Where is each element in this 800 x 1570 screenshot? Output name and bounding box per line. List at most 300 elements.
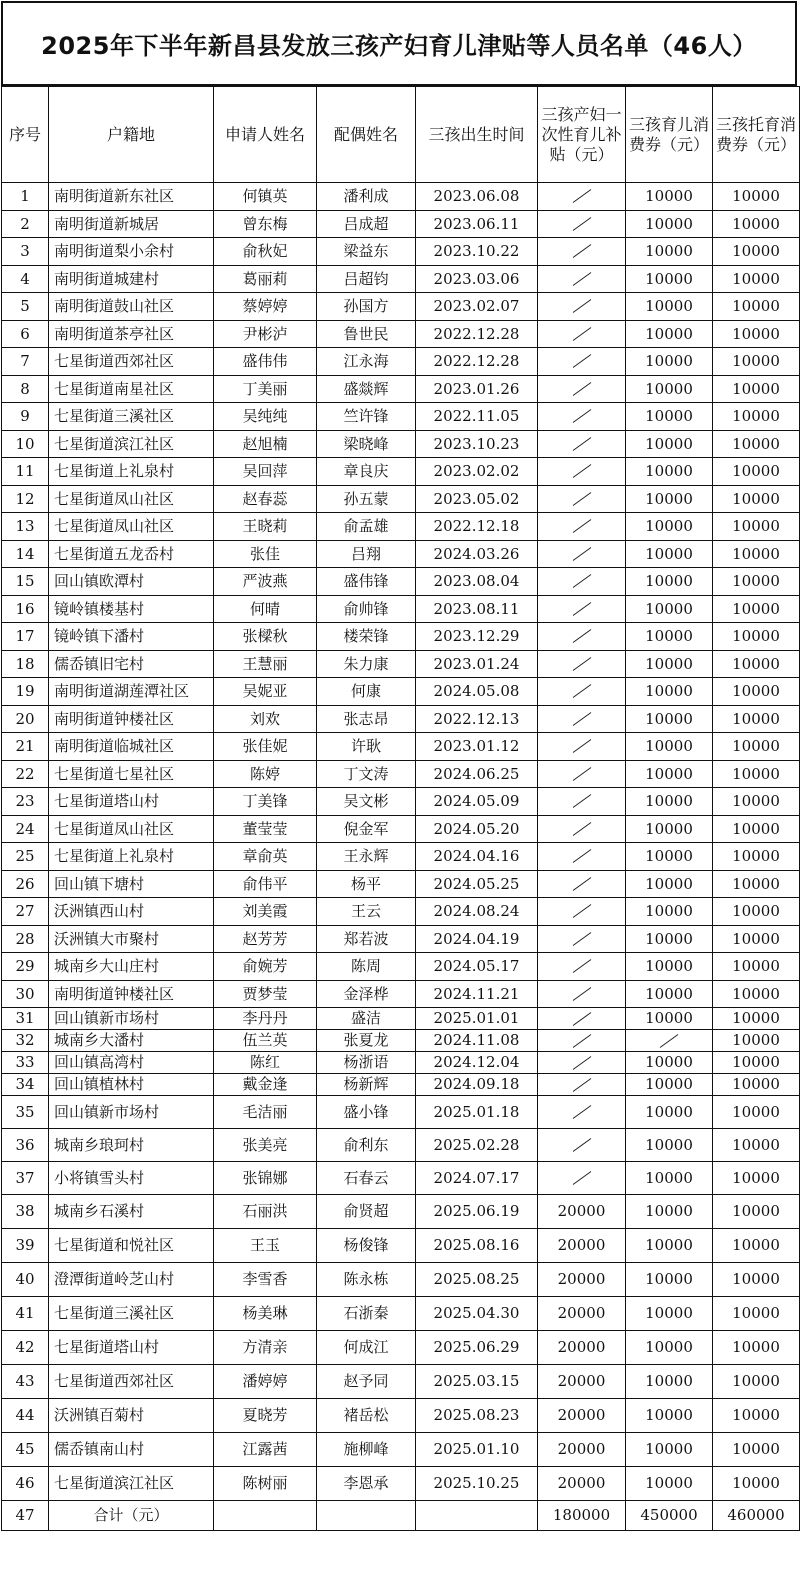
row-birth-date: 2025.06.29 xyxy=(416,1331,538,1365)
row-spouse: 王云 xyxy=(317,898,416,926)
row-spouse: 赵予同 xyxy=(317,1365,416,1399)
table-row xyxy=(2,1052,800,1074)
row-birth-date: 2025.08.23 xyxy=(416,1399,538,1433)
row-one-time-subsidy-slash-mark xyxy=(538,513,626,541)
total-subsidy: 180000 xyxy=(538,1501,626,1531)
table-row xyxy=(2,183,800,211)
row-one-time-subsidy-slash-mark xyxy=(538,815,626,843)
row-seq: 37 xyxy=(2,1162,49,1195)
row-parenting-voucher: 10000 xyxy=(626,1129,713,1162)
row-spouse: 俞孟雄 xyxy=(317,513,416,541)
row-seq: 4 xyxy=(2,265,49,293)
row-hukou: 回山镇新市场村 xyxy=(49,1096,214,1129)
table-row xyxy=(2,348,800,376)
row-parenting-voucher: 10000 xyxy=(626,375,713,403)
row-parenting-voucher: 10000 xyxy=(626,925,713,953)
table-row xyxy=(2,650,800,678)
row-childcare-voucher: 10000 xyxy=(713,705,800,733)
row-spouse: 盛燚辉 xyxy=(317,375,416,403)
row-applicant: 伍兰英 xyxy=(214,1030,317,1052)
row-spouse: 鲁世民 xyxy=(317,320,416,348)
row-spouse: 盛小锋 xyxy=(317,1096,416,1129)
table-row xyxy=(2,1096,800,1129)
table-row xyxy=(2,953,800,981)
row-childcare-voucher: 10000 xyxy=(713,1229,800,1263)
table-row xyxy=(2,1263,800,1297)
row-spouse: 杨俊锋 xyxy=(317,1229,416,1263)
row-spouse: 石浙秦 xyxy=(317,1297,416,1331)
table-row xyxy=(2,1433,800,1467)
row-hukou: 回山镇下塘村 xyxy=(49,870,214,898)
row-seq: 43 xyxy=(2,1365,49,1399)
row-parenting-voucher: 10000 xyxy=(626,1399,713,1433)
row-birth-date: 2024.06.25 xyxy=(416,760,538,788)
row-parenting-voucher: 10000 xyxy=(626,898,713,926)
row-spouse: 陈永栋 xyxy=(317,1263,416,1297)
row-childcare-voucher: 10000 xyxy=(713,1162,800,1195)
row-one-time-subsidy-slash-mark xyxy=(538,1052,626,1074)
table-row xyxy=(2,925,800,953)
row-seq: 40 xyxy=(2,1263,49,1297)
total-seq: 47 xyxy=(2,1501,49,1531)
row-birth-date: 2023.06.11 xyxy=(416,210,538,238)
row-seq: 8 xyxy=(2,375,49,403)
row-childcare-voucher: 10000 xyxy=(713,210,800,238)
row-one-time-subsidy-slash-mark xyxy=(538,210,626,238)
table-row xyxy=(2,238,800,266)
table-row xyxy=(2,1297,800,1331)
table-row xyxy=(2,568,800,596)
total-label: 合计（元） xyxy=(49,1501,214,1531)
row-childcare-voucher: 10000 xyxy=(713,183,800,211)
row-applicant: 盛伟伟 xyxy=(214,348,317,376)
row-parenting-voucher: 10000 xyxy=(626,623,713,651)
row-hukou: 七星街道西郊社区 xyxy=(49,1365,214,1399)
row-parenting-voucher: 10000 xyxy=(626,1297,713,1331)
row-hukou: 回山镇高湾村 xyxy=(49,1052,214,1074)
row-parenting-voucher: 10000 xyxy=(626,650,713,678)
row-seq: 44 xyxy=(2,1399,49,1433)
row-one-time-subsidy-slash-mark xyxy=(538,595,626,623)
row-parenting-voucher: 10000 xyxy=(626,320,713,348)
row-spouse: 孙五蒙 xyxy=(317,485,416,513)
row-seq: 41 xyxy=(2,1297,49,1331)
row-birth-date: 2023.01.12 xyxy=(416,733,538,761)
table-row xyxy=(2,320,800,348)
total-childcare: 460000 xyxy=(713,1501,800,1531)
row-seq: 42 xyxy=(2,1331,49,1365)
row-spouse: 潘利成 xyxy=(317,183,416,211)
row-birth-date: 2023.08.04 xyxy=(416,568,538,596)
row-hukou: 回山镇植林村 xyxy=(49,1074,214,1096)
row-applicant: 刘美霞 xyxy=(214,898,317,926)
table-row xyxy=(2,403,800,431)
row-parenting-voucher: 10000 xyxy=(626,485,713,513)
row-birth-date: 2023.02.02 xyxy=(416,458,538,486)
row-one-time-subsidy-slash-mark xyxy=(538,788,626,816)
row-childcare-voucher: 10000 xyxy=(713,1263,800,1297)
table-row xyxy=(2,540,800,568)
row-childcare-voucher: 10000 xyxy=(713,1096,800,1129)
row-applicant: 夏晓芳 xyxy=(214,1399,317,1433)
row-birth-date: 2024.05.25 xyxy=(416,870,538,898)
recipient-table xyxy=(1,86,800,1531)
row-hukou: 七星街道五龙岙村 xyxy=(49,540,214,568)
row-seq: 32 xyxy=(2,1030,49,1052)
row-birth-date: 2023.12.29 xyxy=(416,623,538,651)
row-spouse: 俞利东 xyxy=(317,1129,416,1162)
total-parenting: 450000 xyxy=(626,1501,713,1531)
row-parenting-voucher: 10000 xyxy=(626,238,713,266)
row-hukou: 澄潭街道岭芝山村 xyxy=(49,1263,214,1297)
row-seq: 23 xyxy=(2,788,49,816)
table-row xyxy=(2,788,800,816)
row-spouse: 梁益东 xyxy=(317,238,416,266)
row-parenting-voucher: 10000 xyxy=(626,430,713,458)
row-birth-date: 2024.12.04 xyxy=(416,1052,538,1074)
row-one-time-subsidy-slash-mark xyxy=(538,733,626,761)
row-parenting-voucher: 10000 xyxy=(626,1052,713,1074)
row-seq: 2 xyxy=(2,210,49,238)
row-hukou: 沃洲镇西山村 xyxy=(49,898,214,926)
row-one-time-subsidy-slash-mark xyxy=(538,430,626,458)
row-childcare-voucher: 10000 xyxy=(713,760,800,788)
row-applicant: 张锦娜 xyxy=(214,1162,317,1195)
row-parenting-voucher: 10000 xyxy=(626,568,713,596)
row-parenting-voucher: 10000 xyxy=(626,1263,713,1297)
table-row xyxy=(2,265,800,293)
row-spouse: 竺许锋 xyxy=(317,403,416,431)
row-one-time-subsidy: 20000 xyxy=(538,1433,626,1467)
row-one-time-subsidy-slash-mark xyxy=(538,320,626,348)
row-spouse: 丁文涛 xyxy=(317,760,416,788)
row-birth-date: 2025.04.30 xyxy=(416,1297,538,1331)
header-spouse: 配偶姓名 xyxy=(317,87,416,183)
row-parenting-voucher: 10000 xyxy=(626,458,713,486)
row-birth-date: 2024.05.20 xyxy=(416,815,538,843)
row-seq: 15 xyxy=(2,568,49,596)
row-hukou: 南明街道茶亭社区 xyxy=(49,320,214,348)
row-applicant: 章俞英 xyxy=(214,843,317,871)
row-applicant: 俞婉芳 xyxy=(214,953,317,981)
header-hukou: 户籍地 xyxy=(49,87,214,183)
row-parenting-voucher: 10000 xyxy=(626,265,713,293)
row-hukou: 回山镇新市场村 xyxy=(49,1008,214,1030)
row-seq: 27 xyxy=(2,898,49,926)
row-hukou: 南明街道湖莲潭社区 xyxy=(49,678,214,706)
row-seq: 13 xyxy=(2,513,49,541)
table-body xyxy=(2,183,800,1501)
row-childcare-voucher: 10000 xyxy=(713,678,800,706)
row-applicant: 赵芳芳 xyxy=(214,925,317,953)
row-childcare-voucher: 10000 xyxy=(713,650,800,678)
table-row xyxy=(2,1129,800,1162)
row-hukou: 七星街道塔山村 xyxy=(49,788,214,816)
row-one-time-subsidy-slash-mark xyxy=(538,705,626,733)
row-childcare-voucher: 10000 xyxy=(713,320,800,348)
row-childcare-voucher: 10000 xyxy=(713,238,800,266)
row-seq: 16 xyxy=(2,595,49,623)
row-seq: 38 xyxy=(2,1195,49,1229)
row-childcare-voucher: 10000 xyxy=(713,925,800,953)
row-spouse: 吕超钧 xyxy=(317,265,416,293)
row-parenting-voucher: 10000 xyxy=(626,788,713,816)
row-applicant: 董莹莹 xyxy=(214,815,317,843)
row-applicant: 曾东梅 xyxy=(214,210,317,238)
row-childcare-voucher: 10000 xyxy=(713,375,800,403)
row-parenting-voucher-slash-mark xyxy=(626,1030,713,1052)
row-parenting-voucher: 10000 xyxy=(626,293,713,321)
row-birth-date: 2025.01.01 xyxy=(416,1008,538,1030)
row-applicant: 张佳妮 xyxy=(214,733,317,761)
row-parenting-voucher: 10000 xyxy=(626,1433,713,1467)
row-one-time-subsidy-slash-mark xyxy=(538,925,626,953)
row-applicant: 贾梦莹 xyxy=(214,980,317,1008)
row-spouse: 俞贤超 xyxy=(317,1195,416,1229)
row-one-time-subsidy: 20000 xyxy=(538,1399,626,1433)
row-spouse: 倪金军 xyxy=(317,815,416,843)
row-one-time-subsidy-slash-mark xyxy=(538,980,626,1008)
row-seq: 20 xyxy=(2,705,49,733)
row-one-time-subsidy-slash-mark xyxy=(538,238,626,266)
header-childcare-voucher: 三孩托育消费券（元） xyxy=(713,87,800,183)
row-hukou: 七星街道滨江社区 xyxy=(49,430,214,458)
row-spouse: 王永辉 xyxy=(317,843,416,871)
row-one-time-subsidy-slash-mark xyxy=(538,568,626,596)
row-seq: 5 xyxy=(2,293,49,321)
row-spouse: 张夏龙 xyxy=(317,1030,416,1052)
row-birth-date: 2025.06.19 xyxy=(416,1195,538,1229)
row-seq: 1 xyxy=(2,183,49,211)
row-one-time-subsidy-slash-mark xyxy=(538,265,626,293)
row-birth-date: 2023.10.23 xyxy=(416,430,538,458)
row-applicant: 李丹丹 xyxy=(214,1008,317,1030)
table-row xyxy=(2,733,800,761)
row-birth-date: 2022.12.13 xyxy=(416,705,538,733)
row-childcare-voucher: 10000 xyxy=(713,1297,800,1331)
row-childcare-voucher: 10000 xyxy=(713,1074,800,1096)
row-applicant: 吴纯纯 xyxy=(214,403,317,431)
row-applicant: 张佳 xyxy=(214,540,317,568)
row-spouse: 石春云 xyxy=(317,1162,416,1195)
row-parenting-voucher: 10000 xyxy=(626,513,713,541)
header-applicant: 申请人姓名 xyxy=(214,87,317,183)
row-one-time-subsidy-slash-mark xyxy=(538,678,626,706)
total-row xyxy=(2,1501,800,1531)
row-birth-date: 2025.01.10 xyxy=(416,1433,538,1467)
row-birth-date: 2024.11.08 xyxy=(416,1030,538,1052)
row-childcare-voucher: 10000 xyxy=(713,788,800,816)
row-parenting-voucher: 10000 xyxy=(626,1074,713,1096)
row-one-time-subsidy-slash-mark xyxy=(538,650,626,678)
row-one-time-subsidy-slash-mark xyxy=(538,870,626,898)
row-one-time-subsidy: 20000 xyxy=(538,1195,626,1229)
row-applicant: 李雪香 xyxy=(214,1263,317,1297)
row-birth-date: 2024.08.24 xyxy=(416,898,538,926)
row-birth-date: 2023.10.22 xyxy=(416,238,538,266)
row-spouse: 吕成超 xyxy=(317,210,416,238)
row-seq: 18 xyxy=(2,650,49,678)
row-birth-date: 2025.10.25 xyxy=(416,1467,538,1501)
row-hukou: 南明街道钟楼社区 xyxy=(49,980,214,1008)
row-spouse: 孙国方 xyxy=(317,293,416,321)
table-row xyxy=(2,1008,800,1030)
row-parenting-voucher: 10000 xyxy=(626,678,713,706)
table-row xyxy=(2,1467,800,1501)
row-parenting-voucher: 10000 xyxy=(626,595,713,623)
row-birth-date: 2022.12.28 xyxy=(416,320,538,348)
row-childcare-voucher: 10000 xyxy=(713,293,800,321)
table-row xyxy=(2,898,800,926)
row-hukou: 七星街道滨江社区 xyxy=(49,1467,214,1501)
row-applicant: 葛丽莉 xyxy=(214,265,317,293)
table-row xyxy=(2,760,800,788)
row-parenting-voucher: 10000 xyxy=(626,348,713,376)
row-parenting-voucher: 10000 xyxy=(626,1008,713,1030)
row-parenting-voucher: 10000 xyxy=(626,1365,713,1399)
row-birth-date: 2023.01.24 xyxy=(416,650,538,678)
row-childcare-voucher: 10000 xyxy=(713,1008,800,1030)
row-parenting-voucher: 10000 xyxy=(626,403,713,431)
row-spouse: 郑若波 xyxy=(317,925,416,953)
row-childcare-voucher: 10000 xyxy=(713,265,800,293)
row-spouse: 章良庆 xyxy=(317,458,416,486)
row-applicant: 何晴 xyxy=(214,595,317,623)
row-applicant: 俞秋妃 xyxy=(214,238,317,266)
row-birth-date: 2024.05.09 xyxy=(416,788,538,816)
row-birth-date: 2024.09.18 xyxy=(416,1074,538,1096)
row-birth-date: 2023.02.07 xyxy=(416,293,538,321)
table-row xyxy=(2,595,800,623)
row-spouse: 金泽桦 xyxy=(317,980,416,1008)
table-row xyxy=(2,678,800,706)
row-one-time-subsidy-slash-mark xyxy=(538,1030,626,1052)
row-seq: 30 xyxy=(2,980,49,1008)
table-row xyxy=(2,815,800,843)
row-seq: 12 xyxy=(2,485,49,513)
row-seq: 9 xyxy=(2,403,49,431)
row-birth-date: 2025.03.15 xyxy=(416,1365,538,1399)
row-birth-date: 2022.11.05 xyxy=(416,403,538,431)
document-title: 2025年下半年新昌县发放三孩产妇育儿津贴等人员名单（46人） xyxy=(1,1,797,86)
row-one-time-subsidy-slash-mark xyxy=(538,485,626,513)
row-one-time-subsidy-slash-mark xyxy=(538,540,626,568)
row-one-time-subsidy: 20000 xyxy=(538,1365,626,1399)
row-hukou: 城南乡大潘村 xyxy=(49,1030,214,1052)
row-applicant: 赵春蕊 xyxy=(214,485,317,513)
row-hukou: 七星街道和悦社区 xyxy=(49,1229,214,1263)
row-hukou: 南明街道新东社区 xyxy=(49,183,214,211)
row-applicant: 陈树丽 xyxy=(214,1467,317,1501)
table-row xyxy=(2,1365,800,1399)
row-birth-date: 2023.08.11 xyxy=(416,595,538,623)
table-row xyxy=(2,980,800,1008)
row-seq: 36 xyxy=(2,1129,49,1162)
row-childcare-voucher: 10000 xyxy=(713,1399,800,1433)
row-one-time-subsidy-slash-mark xyxy=(538,623,626,651)
row-applicant: 吴妮亚 xyxy=(214,678,317,706)
table-row xyxy=(2,705,800,733)
row-hukou: 七星街道凤山社区 xyxy=(49,485,214,513)
row-spouse: 盛伟锋 xyxy=(317,568,416,596)
row-childcare-voucher: 10000 xyxy=(713,430,800,458)
row-hukou: 沃洲镇大市聚村 xyxy=(49,925,214,953)
row-spouse: 褚岳松 xyxy=(317,1399,416,1433)
row-birth-date: 2024.07.17 xyxy=(416,1162,538,1195)
row-applicant: 王玉 xyxy=(214,1229,317,1263)
row-seq: 45 xyxy=(2,1433,49,1467)
row-birth-date: 2025.08.16 xyxy=(416,1229,538,1263)
row-one-time-subsidy-slash-mark xyxy=(538,1096,626,1129)
row-seq: 39 xyxy=(2,1229,49,1263)
row-hukou: 七星街道上礼泉村 xyxy=(49,458,214,486)
row-applicant: 何镇英 xyxy=(214,183,317,211)
row-one-time-subsidy-slash-mark xyxy=(538,293,626,321)
row-applicant: 俞伟平 xyxy=(214,870,317,898)
row-seq: 31 xyxy=(2,1008,49,1030)
row-one-time-subsidy-slash-mark xyxy=(538,1008,626,1030)
row-birth-date: 2024.05.08 xyxy=(416,678,538,706)
table-row xyxy=(2,1399,800,1433)
row-seq: 35 xyxy=(2,1096,49,1129)
row-hukou: 七星街道上礼泉村 xyxy=(49,843,214,871)
row-spouse: 梁晓峰 xyxy=(317,430,416,458)
row-spouse: 杨浙语 xyxy=(317,1052,416,1074)
table-row xyxy=(2,485,800,513)
row-applicant: 杨美琳 xyxy=(214,1297,317,1331)
row-hukou: 城南乡石溪村 xyxy=(49,1195,214,1229)
row-seq: 24 xyxy=(2,815,49,843)
row-parenting-voucher: 10000 xyxy=(626,980,713,1008)
row-childcare-voucher: 10000 xyxy=(713,1467,800,1501)
row-hukou: 小将镇雪头村 xyxy=(49,1162,214,1195)
row-birth-date: 2025.02.28 xyxy=(416,1129,538,1162)
row-birth-date: 2024.03.26 xyxy=(416,540,538,568)
row-one-time-subsidy-slash-mark xyxy=(538,953,626,981)
row-hukou: 南明街道临城社区 xyxy=(49,733,214,761)
row-hukou: 城南乡琅珂村 xyxy=(49,1129,214,1162)
row-hukou: 城南乡大山庄村 xyxy=(49,953,214,981)
row-parenting-voucher: 10000 xyxy=(626,1096,713,1129)
row-seq: 28 xyxy=(2,925,49,953)
row-applicant: 陈红 xyxy=(214,1052,317,1074)
table-row xyxy=(2,1162,800,1195)
row-hukou: 七星街道南星社区 xyxy=(49,375,214,403)
row-childcare-voucher: 10000 xyxy=(713,733,800,761)
row-applicant: 方清亲 xyxy=(214,1331,317,1365)
row-seq: 46 xyxy=(2,1467,49,1501)
row-applicant: 张樑秋 xyxy=(214,623,317,651)
row-seq: 29 xyxy=(2,953,49,981)
row-childcare-voucher: 10000 xyxy=(713,1030,800,1052)
header-parenting-voucher: 三孩育儿消费券（元） xyxy=(626,87,713,183)
table-row xyxy=(2,1074,800,1096)
row-hukou: 南明街道钟楼社区 xyxy=(49,705,214,733)
row-applicant: 蔡婷婷 xyxy=(214,293,317,321)
table-row xyxy=(2,375,800,403)
table-row xyxy=(2,458,800,486)
row-spouse: 许耿 xyxy=(317,733,416,761)
table-row xyxy=(2,1195,800,1229)
row-birth-date: 2023.05.02 xyxy=(416,485,538,513)
row-applicant: 王晓莉 xyxy=(214,513,317,541)
table-row xyxy=(2,1229,800,1263)
row-parenting-voucher: 10000 xyxy=(626,815,713,843)
row-childcare-voucher: 10000 xyxy=(713,540,800,568)
row-childcare-voucher: 10000 xyxy=(713,980,800,1008)
row-birth-date: 2022.12.28 xyxy=(416,348,538,376)
table-row xyxy=(2,513,800,541)
